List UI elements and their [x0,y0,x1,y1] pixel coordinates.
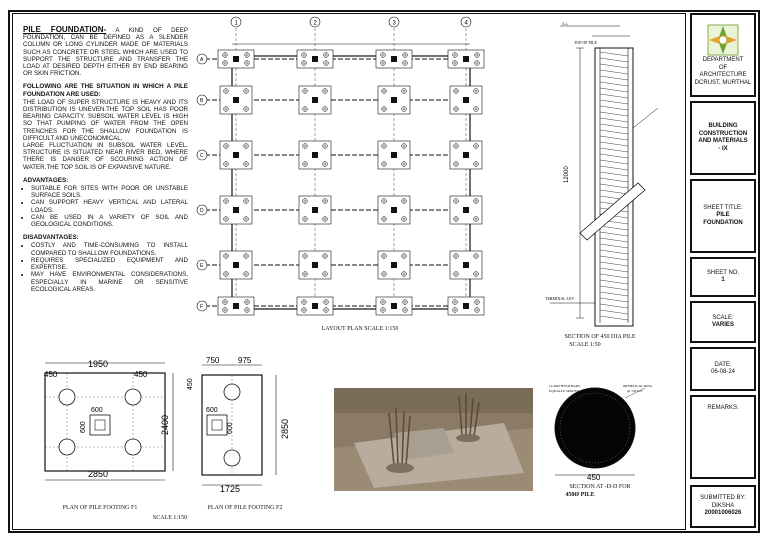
layout-plan-caption: LAYOUT PLAN SCALE 1:150 [321,326,399,332]
helical-ring-segment [600,184,628,188]
dd-label-left2: EQUALLY SPACED [549,389,580,393]
dept-line-1: DEPARTMENT [702,57,744,63]
helical-ring-segment [600,82,628,86]
advantages-heading: ADVANTAGES: [23,176,69,184]
grid-row-label: A [200,57,204,63]
situations-p2: LARGE FLUCTUATION IN SUBSOIL WATER LEVEL. STRUCTURE IS SITUATED NEAR RIVER BED, WHERE THERE IS DANGER OF SCOURING ACTION OF WATER.THE TOP SOIL IS OF EXPANSIVE NATURE. [23,142,188,171]
f1-width-dim: 1950 [88,359,109,369]
pile-length-label: 12000 [564,166,570,183]
site-photo [334,388,533,491]
sheet-no-box [690,257,756,297]
submitted-box [690,485,756,528]
helical-ring-segment [600,250,628,254]
column [463,152,469,158]
sheet-no-label: SHEET NO. [706,269,740,276]
grid-col-label: 4 [464,20,468,27]
grid-row-label: E [200,263,204,269]
f1-inner-v-dim: 600 [80,421,87,433]
helical-ring-segment [600,292,628,296]
helical-ring-segment [600,106,628,110]
disadvantages-heading: DISADVANTAGES: [23,234,79,242]
column [312,303,318,309]
pile-section-caption: SECTION OF 450 DIA PILE [564,334,636,340]
helical-ring-segment [600,58,628,62]
grid-row-label: C [200,153,204,159]
column [463,262,469,268]
pile-dia-dim: 450 [587,473,601,482]
helical-ring-segment [600,244,628,248]
column [233,207,239,213]
disadvantage-item: • MAY HAVE ENVIRONMENTAL CONSIDERATIONS, ESPECIALLY IN MARINE OR SENSITIVE ECOLOGICAL AREAS. [31,271,188,293]
grid-col-label: 3 [392,20,396,27]
advantages-list [23,185,188,228]
pile-top-label: TOP OF PILE [574,40,597,45]
disadvantage-item: • COSTLY AND TIME-CONSUMING TO INSTALL COMPARED TO SHALLOW FOUNDATIONS. [31,242,188,256]
date-value: 06-08-24 [710,369,736,375]
helical-ring-segment [600,262,628,266]
submitted-label: SUBMITTED BY: [700,495,746,502]
grid-col-label: 1 [234,20,238,27]
helical-ring-segment [600,130,628,134]
sheet-title-box [690,179,756,253]
situations-heading: FOLLOWING ARE THE SITUATION IN WHICH A PILE FOUNDATION ARE USED: [23,83,188,98]
column [312,152,318,158]
scale-value: VARIES [712,322,734,328]
helical-ring-segment [600,142,628,146]
date-label: DATE: [714,361,732,368]
column [312,207,318,213]
helical-ring-segment [600,256,628,260]
helical-ring-segment [600,298,628,302]
helical-ring-segment [600,316,628,320]
helical-ring-segment [600,190,628,194]
column [391,97,397,103]
dd-label-left: 12-20Ø HYSD BARS [549,384,581,388]
helical-ring-segment [600,118,628,122]
pile-section-scale: SCALE 1:50 [569,342,601,348]
gl-label: G.L. [562,22,569,26]
helical-ring-segment [600,178,628,182]
f2-inner-dim: 600 [206,407,218,414]
dept-line-4: DCRUST, MURTHAL [694,79,752,86]
terminal-label: TERMINAL LEV. [545,296,575,301]
helical-ring-segment [600,274,628,278]
remarks-box [690,395,756,479]
helical-ring-segment [600,160,628,164]
column [233,56,239,62]
helical-ring-segment [600,124,628,128]
advantage-item: • CAN BE USED IN A VARIETY OF SOIL AND GEOLOGICAL CONDITIONS. [31,214,188,228]
helical-ring-segment [600,136,628,140]
f1-height-dim: 2400 [160,414,170,435]
f1-side-a-dim: 450 [44,370,58,379]
situations-p1: THE LOAD OF SUPER STRUCTURE IS HEAVY AND ITS DISTRIBUTION IS UNEVEN.THE TOP SOIL HAS POOR BEARING CAPACITY. SUBSOIL WATER LEVEL IS HIGH SO THAT PUMPING OF WATER FROM THE OPEN TRENCHES FOR THE SHALLOW FOUNDATION IS DIFFICULT AND UNECONOMICAL. [23,98,188,142]
f1-total-dim: 2850 [88,469,109,479]
sheet-title-value: PILE FOUNDATION [703,212,743,226]
submitted-name: DIKSHA [711,502,735,509]
helical-ring-segment [600,166,628,170]
helical-ring-segment [600,94,628,98]
column [233,97,239,103]
dd-label-right2: @ 150 C/C [627,389,643,393]
helical-ring-segment [600,268,628,272]
section-dd-caption: SECTION AT -D-D FOR [569,484,631,490]
column [391,303,397,309]
description-text [23,26,188,299]
column [233,303,239,309]
section-dd-caption-2: 450Ø PILE [565,492,595,498]
column [233,262,239,268]
helical-ring-segment [600,88,628,92]
footing-scale-caption: SCALE 1:150 [152,515,188,521]
submitted-id: 20001006026 [704,510,742,517]
sheet-title-label: SHEET TITLE: [703,204,743,211]
advantage-item: • CAN SUPPORT HEAVY VERTICAL AND LATERAL LOADS. [31,199,188,213]
column [463,56,469,62]
column [391,207,397,213]
f2-inner-v-dim: 600 [227,422,234,434]
column [233,152,239,158]
f2-a-dim: 750 [206,356,220,365]
grid-col-label: 2 [313,20,317,27]
helical-ring-segment [600,280,628,284]
layout-plan-drawing [194,14,494,319]
disadvantages-list [23,242,188,292]
f2-side-dim: 450 [187,378,194,390]
helical-ring-segment [600,232,628,236]
helical-ring [600,52,628,320]
column [391,262,397,268]
grid-row-label: B [200,98,204,104]
dept-line-3: ARCHITECTURE [699,72,747,78]
helical-ring-segment [600,238,628,242]
column [312,97,318,103]
helical-ring-segment [600,154,628,158]
helical-ring-segment [600,112,628,116]
remarks-label: REMARKS: [707,405,739,411]
plan-boundary [232,56,470,309]
f2-height-dim: 2850 [280,418,290,439]
helical-ring-segment [600,52,628,56]
dd-label-right: 8Ø HELICAL RING [623,384,653,388]
footing-f1-caption: PLAN OF PILE FOOTING F1 [62,505,138,511]
f2-total-dim: 1725 [220,484,241,494]
dept-line-2: OF [718,64,728,71]
sheet-no-value: 1 [721,277,725,283]
title-block [688,13,760,530]
helical-ring-segment [600,64,628,68]
column [391,56,397,62]
grid-row-label: F [200,304,204,310]
column [391,152,397,158]
f1-side-b-dim: 450 [134,370,148,379]
helical-ring-segment [600,226,628,230]
grid-row-label: D [200,208,204,214]
column [463,207,469,213]
date-box [690,347,756,391]
helical-ring-segment [600,304,628,308]
section-dd-drawing [545,383,665,483]
helical-ring-segment [600,100,628,104]
helical-ring-segment [600,148,628,152]
intro-body: A KIND OF DEEP FOUNDATION, CAN BE DEFINED AS A SLENDER COLUMN OR LONG CYLINDER MADE OF MATERIALS SUCH AS CONCRETE OR STEEL WHICH ARE USED TO SUPPORT THE STRUCTURE AND TRANSFER THE LOAD AT DESIRED DEPTH EITHER BY END BEARING OR SKIN FRICTION. [23,27,188,78]
scale-box [690,301,756,343]
subject-title: BUILDING CONSTRUCTION AND MATERIALS - IX [698,123,748,152]
column [312,56,318,62]
footing-f2-caption: PLAN OF PILE FOOTING F2 [207,505,283,511]
disadvantage-item: • REQUIRES SPECIALIZED EQUIPMENT AND EXPERTISE. [31,257,188,271]
pile-section-drawing [540,18,670,333]
college-logo-icon [706,23,740,57]
footing-f2-drawing [180,355,300,500]
f1-inner-dim: 600 [91,407,103,414]
advantage-item: • SUITABLE FOR SITES WITH POOR OR UNSTABLE SURFACE SOILS. [31,185,188,199]
helical-ring-segment [600,70,628,74]
scale-label: SCALE: [712,314,734,321]
column [463,97,469,103]
helical-ring-segment [600,310,628,314]
helical-ring-segment [600,76,628,80]
helical-ring-segment [600,172,628,176]
footing-f1-drawing [30,355,180,500]
pile-foundation-title: PILE FOUNDATION- [23,25,107,34]
column [312,262,318,268]
f2-b-dim: 975 [238,356,252,365]
helical-ring-segment [600,286,628,290]
subject-box [690,101,756,175]
department-box [690,13,756,97]
column [463,303,469,309]
layout-grid [197,17,484,315]
